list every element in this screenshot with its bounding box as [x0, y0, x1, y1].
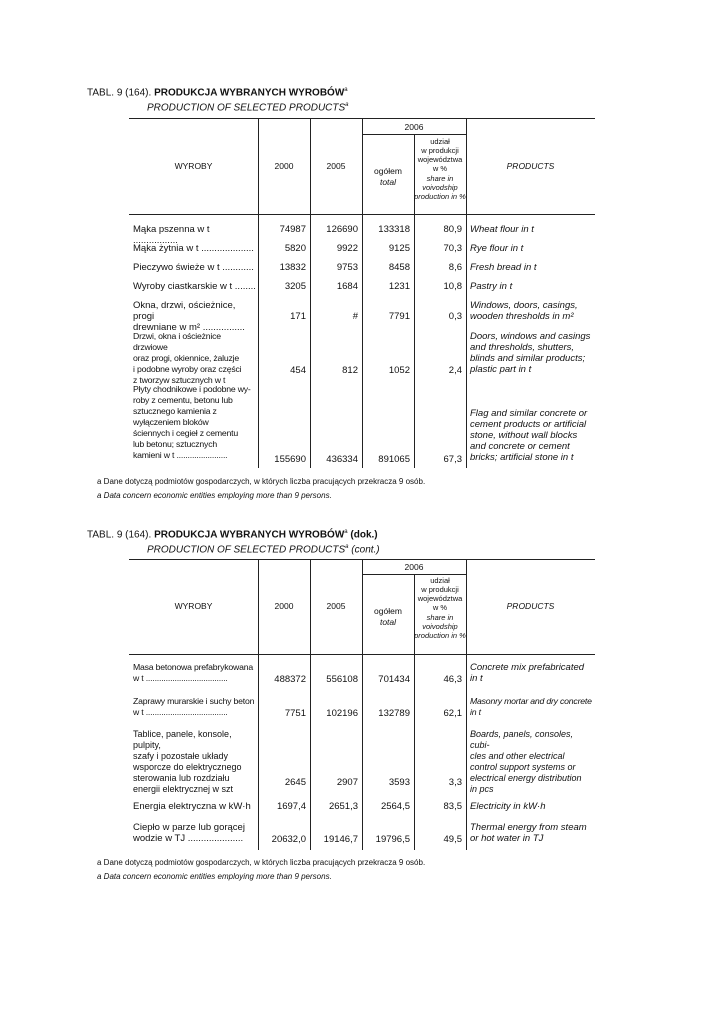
row-label-pl: Płyty chodnikowe i podobne wy- roby z cementu, betonu lub sztucznego kamienia z wyłączeniem bloków ściennych i cegieł z cementu lub betonu; sztucznych kamieni w t ....................... [133, 384, 251, 460]
value-2000: 488372 [274, 674, 306, 685]
value-2005: 126690 [326, 224, 358, 235]
header-udzial: udział w produkcji województwa w % [417, 137, 463, 173]
table1-note-en: a Data concern economic entities employing more than 9 persons. [97, 491, 332, 500]
value-2005: 2651,3 [328, 801, 358, 812]
row-label-pl: Zaprawy murarskie i suchy beton w t ..................................... [133, 696, 255, 717]
table2-subtitle: PRODUCTION OF SELECTED PRODUCTS$^a$ (cont.) [147, 544, 380, 556]
value-total: 132789 [378, 708, 410, 719]
row-label-en: Electricity in kW·h [470, 801, 546, 812]
value-share: 8,6 [448, 262, 462, 273]
table1-subtitle: PRODUCTION OF SELECTED PRODUCTS$^a$ [147, 102, 349, 114]
value-2005: 9753 [336, 262, 358, 273]
header-udzial: udział w produkcji województwa w % [417, 576, 463, 612]
table2 [129, 559, 595, 850]
value-2000: 13832 [279, 262, 306, 273]
value-2005: 1684 [336, 281, 358, 292]
value-total: 701434 [378, 674, 410, 685]
table2-title: TABL. 9 (164). PRODUKCJA WYBRANYCH WYROBÓW$^a$ (dok.) [87, 529, 378, 541]
value-2000: 74987 [279, 224, 306, 235]
value-total: 7791 [388, 311, 410, 322]
table1-note-pl: a Dane dotyczą podmiotów gospodarczych, w których liczba pracujących przekracza 9 osób. [97, 477, 426, 486]
row-label-pl: Ciepło w parze lub gorącej wodzie w TJ ..................... [133, 822, 245, 844]
row-label-en: Thermal energy from steam or hot water in TJ [470, 822, 587, 844]
header-total: total [379, 617, 397, 627]
value-total: 133318 [378, 224, 410, 235]
value-2000: 171 [290, 311, 306, 322]
row-label-en: Wheat flour in t [470, 224, 534, 235]
value-2000: 1697,4 [276, 801, 306, 812]
value-2000: 20632,0 [271, 834, 306, 845]
header-share: share in voivodship production in % [414, 613, 466, 640]
value-2000: 3205 [284, 281, 306, 292]
value-2000: 454 [290, 365, 306, 376]
value-2005: 102196 [326, 708, 358, 719]
value-2000: 7751 [284, 708, 306, 719]
value-total: 8458 [388, 262, 410, 273]
header-wyroby: WYROBY [174, 161, 213, 171]
row-label-en: Concrete mix prefabricated in t [470, 662, 585, 684]
header-wyroby: WYROBY [174, 601, 213, 611]
value-share: 49,5 [443, 834, 462, 845]
value-share: 46,3 [443, 674, 462, 685]
row-label-en: Boards, panels, consoles, cubi- cles and other electrical control support systems or electrical energy distribution in pcs [470, 729, 582, 794]
row-label-en: Rye flour in t [470, 243, 524, 254]
value-2005: # [352, 311, 358, 322]
value-total: 19796,5 [375, 834, 410, 845]
value-share: 62,1 [443, 708, 462, 719]
row-label-en: Masonry mortar and dry concrete in t [470, 696, 592, 717]
row-label-pl: Wyroby ciastkarskie w t ........ [133, 281, 256, 292]
value-2005: 556108 [326, 674, 358, 685]
value-share: 0,3 [448, 311, 462, 322]
header-2000: 2000 [274, 161, 294, 171]
table2-note-pl: a Dane dotyczą podmiotów gospodarczych, w których liczba pracujących przekracza 9 osób. [97, 858, 426, 867]
value-2005: 9922 [336, 243, 358, 254]
value-share: 83,5 [443, 801, 462, 812]
value-total: 9125 [388, 243, 410, 254]
value-total: 2564,5 [380, 801, 410, 812]
header-2005: 2005 [326, 161, 346, 171]
value-total: 3593 [388, 777, 410, 788]
value-share: 67,3 [443, 454, 462, 465]
value-total: 891065 [378, 454, 410, 465]
table1 [129, 118, 595, 468]
value-2005: 436334 [326, 454, 358, 465]
row-label-en: Doors, windows and casings and thresholds, shutters, blinds and similar products; plastic part in t [470, 331, 591, 375]
value-2000: 2645 [284, 777, 306, 788]
value-share: 80,9 [443, 224, 462, 235]
value-2005: 19146,7 [323, 834, 358, 845]
value-2005: 2907 [336, 777, 358, 788]
value-2000: 155690 [274, 454, 306, 465]
table2-note-en: a Data concern economic entities employing more than 9 persons. [97, 872, 332, 881]
header-2000: 2000 [274, 601, 294, 611]
header-ogolem: ogółem [374, 606, 402, 616]
header-products: PRODUCTS [506, 601, 555, 611]
header-products: PRODUCTS [506, 161, 555, 171]
table1-title: TABL. 9 (164). PRODUKCJA WYBRANYCH WYROBÓW$^a$ [87, 87, 348, 99]
value-share: 10,8 [443, 281, 462, 292]
value-share: 3,3 [448, 777, 462, 788]
header-share: share in voivodship production in % [414, 174, 466, 201]
value-share: 2,4 [448, 365, 462, 376]
row-label-pl: Masa betonowa prefabrykowana w t ..................................... [133, 662, 253, 683]
row-label-pl: Mąka pszenna w t ................. [133, 224, 210, 246]
value-total: 1231 [388, 281, 410, 292]
row-label-pl: Tablice, panele, konsole, pulpity, szafy i pozostałe układy wsporcze do elektrycznego sterowania lub rozdziału energii elektrycznej w szt [133, 729, 242, 794]
row-label-en: Flag and similar concrete or cement products or artificial stone, without wall blocks and concrete or cement bricks; artificial stone in t [470, 408, 588, 463]
header-2005: 2005 [326, 601, 346, 611]
row-label-en: Pastry in t [470, 281, 513, 292]
header-2006: 2006 [404, 562, 424, 572]
row-label-pl: Drzwi, okna i ościeżnice drzwiowe oraz progi, okiennice, żaluzje i podobne wyroby oraz części z tworzyw sztucznych w t [133, 331, 242, 385]
value-share: 70,3 [443, 243, 462, 254]
header-ogolem: ogółem [374, 166, 402, 176]
row-label-pl: Pieczywo świeże w t ............ [133, 262, 254, 273]
value-2005: 812 [342, 365, 358, 376]
value-2000: 5820 [284, 243, 306, 254]
row-label-pl: Okna, drzwi, ościeżnice, progi drewniane w m² ................ [133, 300, 245, 333]
header-2006: 2006 [404, 122, 424, 132]
row-label-pl: Energia elektryczna w kW·h [133, 801, 251, 812]
row-label-en: Windows, doors, casings, wooden thresholds in m² [470, 300, 578, 322]
row-label-pl: Mąka żytnia w t .................... [133, 243, 254, 254]
header-total: total [379, 177, 397, 187]
value-total: 1052 [388, 365, 410, 376]
row-label-en: Fresh bread in t [470, 262, 537, 273]
